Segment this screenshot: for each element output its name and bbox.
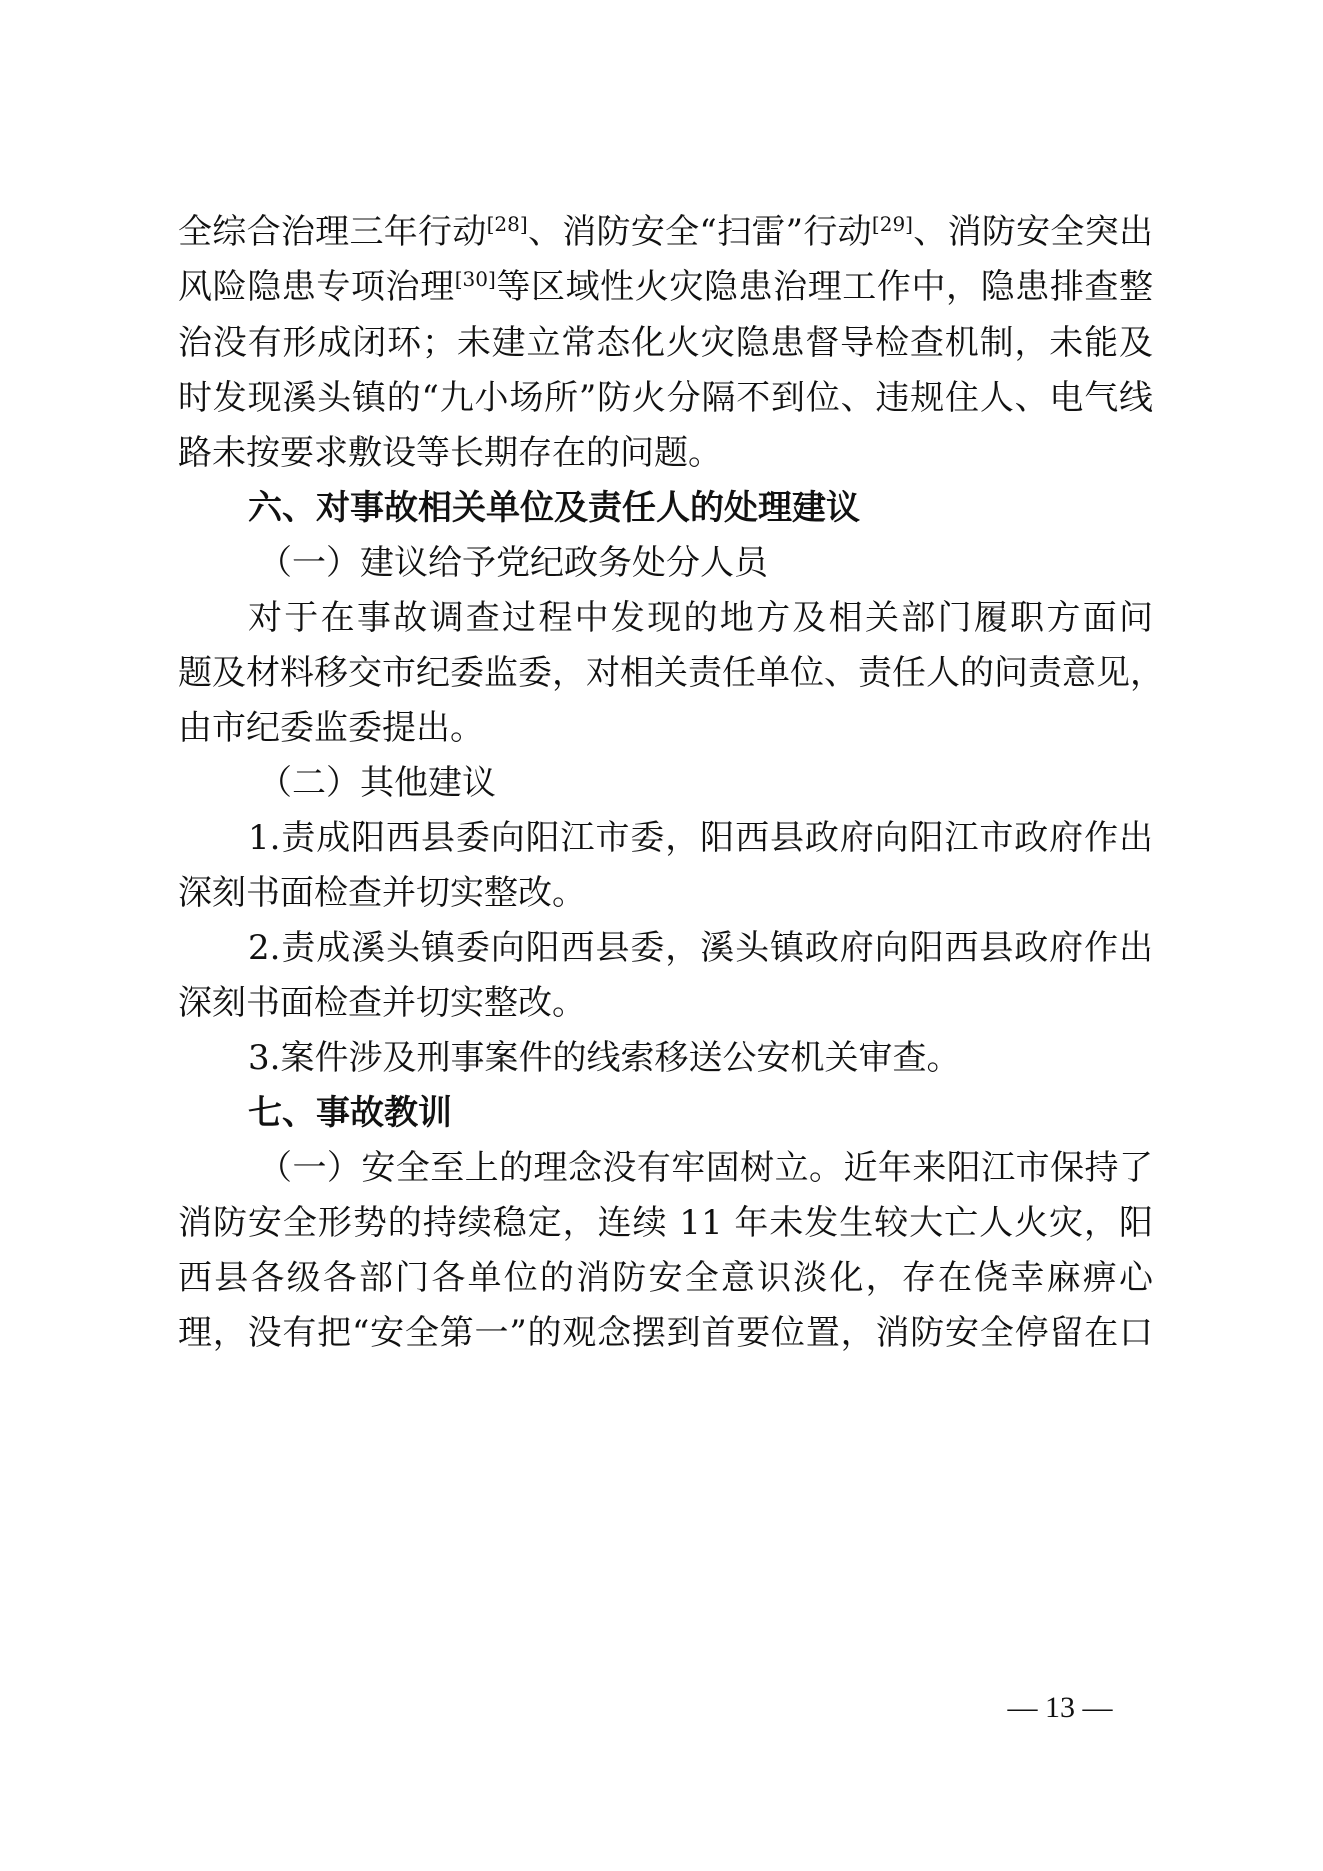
paragraph-line: 理，没有把“安全第一”的观念摆到首要位置，消防安全停留在口 [178,1313,1153,1353]
list-item-2-line: 2.责成溪头镇委向阳西县委，溪头镇政府向阳西县政府作出 [248,928,1153,968]
reference-29: [29] [871,212,913,236]
list-item-1-line: 深刻书面检查并切实整改。 [178,873,586,913]
paragraph-line [178,267,1153,307]
text-segment: 、消防安全“扫雷”行动 [527,212,872,252]
section-7-heading: 七、事故教训 [248,1093,452,1133]
section-6-subheading-1: （一）建议给予党纪政务处分人员 [258,543,768,583]
reference-28: [28] [486,212,528,236]
text-segment: 、消防安全突出 [912,212,1154,252]
text-segment: 全综合治理三年行动 [178,212,487,252]
paragraph-line: 西县各级各部门各单位的消防安全意识淡化，存在侥幸麻痹心 [178,1258,1153,1298]
paragraph-line: 时发现溪头镇的“九小场所”防火分隔不到位、违规住人、电气线 [178,378,1153,418]
list-item-2-line: 深刻书面检查并切实整改。 [178,983,586,1023]
reference-30: [30] [454,267,496,291]
list-item-3-line: 3.案件涉及刑事案件的线索移送公安机关审查。 [248,1038,961,1078]
paragraph-line: 由市纪委监委提出。 [178,708,484,748]
page-number: — 13 — [1007,1691,1113,1724]
paragraph-line [178,212,1153,252]
text-segment: 风险隐患专项治理 [178,267,455,307]
list-item-1-line: 1.责成阳西县委向阳江市委，阳西县政府向阳江市政府作出 [248,818,1153,858]
text-segment: 等区域性火灾隐患治理工作中，隐患排查整 [495,267,1154,307]
paragraph-line: 治没有形成闭环；未建立常态化火灾隐患督导检查机制，未能及 [178,323,1153,363]
paragraph-line: 题及材料移交市纪委监委，对相关责任单位、责任人的问责意见， [178,653,1164,693]
paragraph-line: 路未按要求敷设等长期存在的问题。 [178,433,722,473]
paragraph-line: （一）安全至上的理念没有牢固树立。近年来阳江市保持了 [258,1148,1153,1188]
paragraph-line: 对于在事故调查过程中发现的地方及相关部门履职方面问 [248,598,1153,638]
paragraph-line: 消防安全形势的持续稳定，连续 11 年未发生较大亡人火灾，阳 [178,1203,1153,1243]
section-6-heading: 六、对事故相关单位及责任人的处理建议 [248,488,860,528]
section-6-subheading-2: （二）其他建议 [258,763,496,803]
